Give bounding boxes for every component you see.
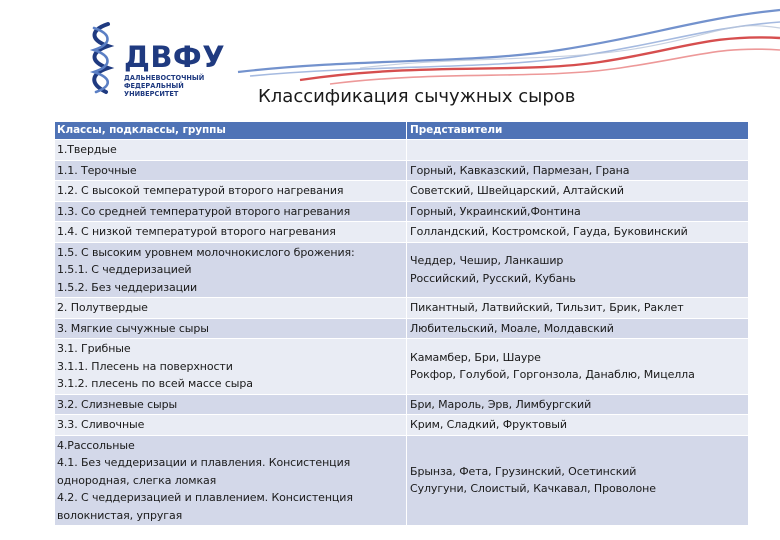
class-cell (55, 161, 406, 181)
table-row (55, 298, 748, 318)
logo-subtitle-line: ДАЛЬНЕВОСТОЧНЫЙ (124, 74, 205, 82)
class-cell (55, 339, 406, 394)
classification-table (55, 122, 748, 526)
table-row (55, 436, 748, 526)
class-cell (55, 181, 406, 201)
cell-line: 1.3. Со средней температурой второго нагревания (57, 204, 351, 218)
cell-line: Брынза, Фета, Грузинский, Осетинский (410, 464, 637, 478)
table-row (55, 202, 748, 222)
cell-line: 4.1. Без чеддеризации и плавления. Консистенция однородная, слегка ломкая (57, 456, 351, 487)
logo-subtitle (124, 74, 224, 98)
table-row (55, 415, 748, 435)
examples-cell (407, 395, 748, 415)
examples-cell (407, 319, 748, 339)
class-cell (55, 222, 406, 242)
cell-line: 3.3. Сливочные (57, 418, 145, 431)
column-header: Представители (407, 122, 748, 139)
table-header-row (55, 122, 748, 139)
logo-name: ДВФУ (124, 40, 226, 74)
logo-subtitle-line: ФЕДЕРАЛЬНЫЙ (124, 82, 184, 90)
examples-cell (407, 339, 748, 394)
table-row (55, 222, 748, 242)
examples-cell (407, 202, 748, 222)
table-row (55, 140, 748, 160)
class-cell (55, 415, 406, 435)
cell-line: Советский, Швейцарский, Алтайский (410, 184, 624, 197)
table-row (55, 339, 748, 394)
class-cell (55, 436, 406, 526)
cell-line: 1.5.1. С чеддеризацией (57, 263, 192, 276)
cell-line: 1.Твердые (57, 143, 117, 156)
class-cell (55, 140, 406, 160)
cell-line: 1.4. С низкой температурой второго нагревания (57, 225, 336, 238)
examples-cell (407, 298, 748, 318)
cell-line: Горный, Украинский,Фонтина (410, 204, 581, 218)
class-cell (55, 395, 406, 415)
table-row (55, 319, 748, 339)
table-row (55, 243, 748, 298)
examples-cell (407, 415, 748, 435)
examples-cell (407, 140, 748, 160)
cell-line: Камамбер, Бри, Шауре (410, 350, 541, 364)
cell-line: 3.2. Слизневые сыры (57, 397, 178, 411)
ribbon-grey (360, 26, 780, 68)
table-row (55, 161, 748, 181)
class-cell (55, 298, 406, 318)
examples-cell (407, 181, 748, 201)
cell-line: 1.5.2. Без чеддеризации (57, 280, 198, 294)
cell-line: 3.1.1. Плесень на поверхности (57, 359, 233, 373)
cell-line: 1.5. С высоким уровнем молочнокислого брожения: (57, 245, 355, 259)
cell-line: Сулугуни, Слоистый, Качкавал, Проволоне (410, 482, 656, 496)
cell-line: 3. Мягкие сычужные сыры (57, 321, 209, 335)
university-logo (84, 18, 226, 98)
cell-line: 1.2. С высокой температурой второго нагревания (57, 184, 344, 197)
cell-line: 1.1. Терочные (57, 163, 137, 177)
cell-line: Голландский, Костромской, Гауда, Буковинский (410, 225, 688, 238)
cell-line: 3.1.2. плесень по всей массе сыра (57, 377, 253, 390)
examples-cell (407, 222, 748, 242)
cell-line: Горный, Кавказский, Пармезан, Грана (410, 163, 630, 177)
class-cell (55, 243, 406, 298)
cell-line: Чеддер, Чешир, Ланкашир (410, 254, 564, 268)
cell-line: Рокфор, Голубой, Горгонзола, Данаблю, Мицелла (410, 368, 695, 382)
cell-line: 4.Рассольные (57, 438, 135, 452)
examples-cell (407, 161, 748, 181)
class-cell (55, 319, 406, 339)
cell-line: Пикантный, Латвийский, Тильзит, Брик, Раклет (410, 301, 684, 314)
cell-line: Любительский, Моале, Молдавский (410, 321, 614, 335)
helix-logo-icon (84, 18, 118, 96)
cell-line: Бри, Мароль, Эрв, Лимбургский (410, 397, 592, 411)
table-row (55, 395, 748, 415)
cell-line: Крим, Сладкий, Фруктовый (410, 418, 567, 431)
cell-line: 2. Полутвердые (57, 301, 148, 314)
table-row (55, 181, 748, 201)
page-title: Классификация сычужных сыров (258, 86, 576, 107)
cell-line: Российский, Русский, Кубань (410, 271, 576, 285)
cell-line: 4.2. С чеддеризацией и плавлением. Консистенция волокнистая, упругая (57, 491, 353, 522)
class-cell (55, 202, 406, 222)
column-header: Классы, подклассы, группы (55, 122, 406, 139)
examples-cell (407, 436, 748, 526)
examples-cell (407, 243, 748, 298)
logo-subtitle-line: УНИВЕРСИТЕТ (124, 90, 179, 98)
cell-line: 3.1. Грибные (57, 342, 131, 355)
